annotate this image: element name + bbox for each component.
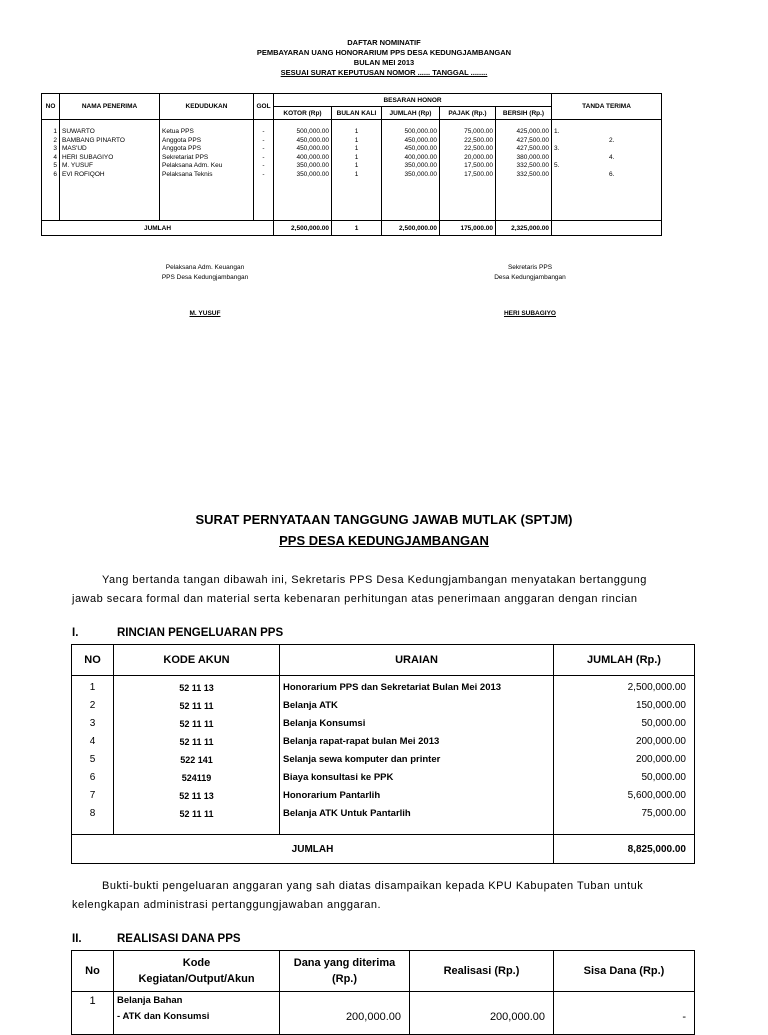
col-bersih: BERSIH (Rp.) [496,107,552,120]
t2-row-no: 3 [89,718,96,729]
row-pajak: 22,500.00 [464,136,493,144]
t2-row-jumlah: 50,000.00 [641,718,686,729]
t2-row-kode: 52 11 11 [179,737,214,747]
t3-no-value: 1 [89,995,96,1007]
t2-cell-uraian-list [280,676,554,835]
col-tanda: TANDA TERIMA [552,94,662,120]
row-jumlah: 350,000.00 [404,162,437,169]
cell-kedudukan-list [160,120,254,221]
cell-kotor-list [274,120,332,221]
row-bersih: 332,500.00 [516,162,550,169]
t3-cell-kode [114,992,280,1035]
t3-col-no: No [72,951,114,992]
t2-col-jumlah: JUMLAH (Rp.) [554,645,695,676]
tanda-right: 6. [609,170,615,178]
row-bersih: 380,000.00 [516,153,550,161]
t2-row-jumlah: 150,000.00 [635,700,686,711]
t2-row-jumlah: 2,500,000.00 [627,682,686,693]
row-tanda [554,171,659,180]
total-bersih: 2,325,000.00 [496,221,552,236]
row-kedudukan: Sekretariat PPS [162,153,209,161]
sptjm-title: SURAT PERNYATAAN TANGGUNG JAWAB MUTLAK (SPTJM) [195,512,573,527]
row-pajak: 20,000.00 [464,153,493,161]
row-nama: HERI SUBAGIYO [62,153,114,161]
tanda-right: 2. [609,136,615,144]
t3-col-dana-line1: Dana yang diterima [293,957,396,969]
row-no: 6 [53,170,57,178]
t2-row-kode: 524119 [181,773,212,783]
tanda-right: 4. [609,153,615,161]
total-row [42,221,662,236]
tanda-left: 5. [554,162,560,169]
cell-gol-list [254,120,274,221]
signature-right-org: Desa Kedungjambangan [494,274,566,281]
t2-cell-no-list [72,676,114,835]
row-jumlah: 450,000.00 [404,136,437,144]
cell-bulan-list [332,120,382,221]
t2-row-no: 7 [89,790,96,801]
t3-kode-a: Belanja Bahan [117,995,183,1006]
row-tanda [554,154,659,163]
t3-col-realisasi: Realisasi (Rp.) [410,951,554,992]
t3-col-kode-line1: Kode [182,957,211,969]
row-bulan: 1 [354,145,359,152]
total-tanda [552,221,662,236]
t3-col-sisa: Sisa Dana (Rp.) [554,951,695,992]
t2-total-label: JUMLAH [72,835,554,864]
row-kotor: 450,000.00 [296,136,329,144]
t3-kode-b: - ATK dan Konsumsi [117,1011,210,1022]
t2-row-no: 6 [89,772,96,783]
row-no: 4 [53,153,57,161]
row-gol: - [262,162,265,169]
col-no: NO [42,94,60,120]
row-nama: MAS'UD [62,145,87,152]
realisasi-table [71,950,695,1035]
row-tanda [554,128,659,137]
cell-tanda-list [552,120,662,221]
row-kedudukan: Pelaksana Teknis [162,170,213,178]
t2-row-no: 5 [89,754,96,765]
total-jumlah: 2,500,000.00 [382,221,440,236]
signature-right [455,263,605,319]
total-kotor: 2,500,000.00 [274,221,332,236]
row-bersih: 332,500.00 [516,170,550,178]
intro-line-1: Yang bertanda tangan dibawah ini, Sekretaris PPS Desa Kedungjambangan menyatakan bertanggung [102,574,647,586]
t2-row-uraian: Honorarium Pantarlih [283,790,381,801]
intro-paragraph [72,571,694,609]
t2-col-kode: KODE AKUN [114,645,280,676]
row-bersih: 425,000.00 [516,128,550,135]
t3-col-kode [114,951,280,992]
t2-total-row [72,835,695,864]
signature-right-role: Sekretaris PPS [507,264,553,271]
t2-row-uraian: Belanja ATK Untuk Pantarlih [283,808,411,819]
col-nama: NAMA PENERIMA [60,94,160,120]
col-besaran: BESARAN HONOR [274,94,552,107]
intro-line-2: jawab secara formal dan material serta kebenaran perhitungan atas penerimaan anggaran dengan rincian [72,593,638,605]
t2-row-uraian: Selanja sewa komputer dan printer [283,754,441,765]
t2-row-jumlah: 200,000.00 [635,754,686,765]
row-jumlah: 500,000.00 [404,128,437,135]
t3-cell-no [72,992,114,1035]
section-2-number: II. [72,933,82,945]
t3-sisa-value: - [682,1011,686,1023]
t3-col-kode-line2: Kegiatan/Output/Akun [138,973,255,985]
row-no: 5 [53,162,57,169]
tanda-left [554,171,609,180]
t2-row-uraian: Belanja rapat-rapat bulan Mei 2013 [283,736,440,747]
row-bulan: 1 [354,136,359,144]
honorarium-table [41,93,662,236]
t2-row-jumlah: 50,000.00 [641,772,686,783]
row-bulan: 1 [354,162,359,169]
row-bulan: 1 [354,153,359,161]
row-pajak: 75,000.00 [464,128,493,135]
row-kedudukan: Anggota PPS [162,145,202,152]
tanda-left: 1. [554,128,560,135]
t2-row-kode: 52 11 11 [179,701,214,711]
row-bulan: 1 [354,128,359,135]
t2-row-uraian: Honorarium PPS dan Sekretariat Bulan Mei 2013 [283,682,502,693]
tanda-left [554,137,609,146]
t2-col-uraian: URAIAN [280,645,554,676]
t2-row-no: 2 [89,700,96,711]
signature-left [130,263,280,319]
signature-right-name: HERI SUBAGIYO [503,310,556,317]
t3-col-dana-line2: (Rp.) [331,973,358,985]
t2-cell-kode-list [114,676,280,835]
row-pajak: 22,500.00 [464,145,493,152]
header-line-3: BULAN MEI 2013 [353,58,415,67]
row-pajak: 17,500.00 [464,162,493,169]
t2-row-kode: 52 11 13 [179,791,214,801]
row-no: 1 [53,128,57,135]
t2-total-value: 8,825,000.00 [554,835,695,864]
row-no: 3 [53,145,57,152]
row-tanda [554,137,659,146]
total-pajak: 175,000.00 [440,221,496,236]
col-jumlah: JUMLAH (Rp) [382,107,440,120]
table-row [72,992,695,1035]
row-no: 2 [53,136,57,144]
row-gol: - [262,136,265,144]
rincian-table [71,644,695,864]
t2-row-jumlah: 200,000.00 [635,736,686,747]
row-tanda [554,145,659,154]
t2-row-uraian: Belanja Konsumsi [283,718,366,729]
row-nama: SUWARTO [62,128,95,135]
col-kedudukan: KEDUDUKAN [160,94,254,120]
row-kedudukan: Ketua PPS [162,128,194,135]
table-row [42,120,662,221]
row-jumlah: 400,000.00 [404,153,437,161]
header-line-4: SESUAI SURAT KEPUTUSAN NOMOR ...... TANGGAL ........ [280,68,488,77]
row-kotor: 350,000.00 [296,170,329,178]
tanda-left [554,154,609,163]
section-2-title: REALISASI DANA PPS [117,933,241,945]
bukti-line-1: Bukti-bukti pengeluaran anggaran yang sah diatas disampaikan kepada KPU Kabupaten Tuban untuk [102,880,644,892]
sptjm-subtitle: PPS DESA KEDUNGJAMBANGAN [279,533,489,548]
t3-realisasi-value: 200,000.00 [489,1011,545,1023]
t3-cell-sisa [554,992,695,1035]
table-row [72,676,695,835]
section-1-number: I. [72,627,79,639]
total-label: JUMLAH [42,221,274,236]
total-bulan: 1 [332,221,382,236]
cell-jumlah-list [382,120,440,221]
signature-left-role: Pelaksana Adm. Keuangan [165,264,245,271]
row-pajak: 17,500.00 [464,170,493,178]
t2-col-no: NO [72,645,114,676]
cell-bersih-list [496,120,552,221]
header-line-2: PEMBAYARAN UANG HONORARIUM PPS DESA KEDUNGJAMBANGAN [256,48,512,57]
header-line-1: DAFTAR NOMINATIF [347,38,421,47]
row-tanda [554,162,659,171]
cell-nama-list [60,120,160,221]
t2-row-no: 8 [89,808,96,819]
signature-left-org: PPS Desa Kedungjambangan [161,274,249,281]
row-kedudukan: Anggota PPS [162,136,202,144]
cell-no-list [42,120,60,221]
row-nama: EVI ROFIQOH [62,170,105,178]
row-gol: - [262,128,265,135]
t3-dana-value: 200,000.00 [345,1011,401,1023]
row-gol: - [262,145,265,152]
t3-cell-realisasi [410,992,554,1035]
t2-row-kode: 52 11 11 [179,719,214,729]
t2-row-kode: 52 11 13 [179,683,214,693]
col-gol: GOL [254,94,274,120]
col-pajak: PAJAK (Rp.) [440,107,496,120]
cell-pajak-list [440,120,496,221]
row-bersih: 427,500.00 [516,136,550,144]
row-nama: M. YUSUF [62,162,93,169]
row-kotor: 450,000.00 [296,145,329,152]
row-gol: - [262,153,265,161]
t3-cell-dana [280,992,410,1035]
tanda-left: 3. [554,145,560,152]
nominatif-header [0,38,768,78]
row-gol: - [262,170,265,178]
t2-row-no: 4 [89,736,96,747]
row-kotor: 500,000.00 [296,128,329,135]
t2-row-uraian: Biaya konsultasi ke PPK [283,772,394,783]
t2-row-kode: 522 141 [180,755,213,765]
row-jumlah: 350,000.00 [404,170,437,178]
bukti-paragraph [72,877,694,915]
section-1-title: RINCIAN PENGELUARAN PPS [117,627,284,639]
t2-row-jumlah: 5,600,000.00 [627,790,686,801]
row-kotor: 350,000.00 [296,162,329,169]
t3-col-dana [280,951,410,992]
row-nama: BAMBANG PINARTO [62,136,125,144]
signature-left-name: M. YUSUF [189,310,221,317]
row-jumlah: 450,000.00 [404,145,437,152]
row-kedudukan: Pelaksana Adm. Keu [162,162,223,169]
t2-row-kode: 52 11 11 [179,809,214,819]
t2-row-no: 1 [89,682,96,693]
col-kotor: KOTOR (Rp) [274,107,332,120]
t2-row-jumlah: 75,000.00 [641,808,686,819]
col-bulan: BULAN KALI [332,107,382,120]
bukti-line-2: kelengkapan administrasi pertanggungjawaban anggaran. [72,899,382,911]
t2-row-uraian: Belanja ATK [283,700,338,711]
t2-cell-jumlah-list [554,676,695,835]
row-kotor: 400,000.00 [296,153,329,161]
row-bulan: 1 [354,170,359,178]
row-bersih: 427,500.00 [516,145,550,152]
